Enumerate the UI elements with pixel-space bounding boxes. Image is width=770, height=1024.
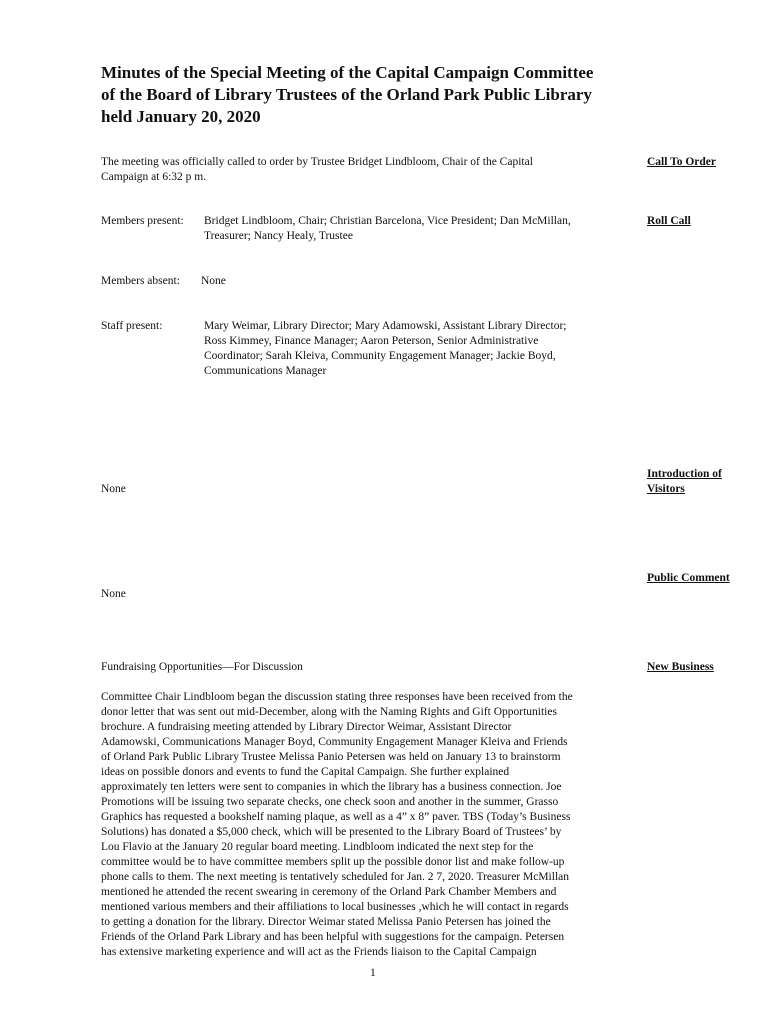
- call-to-order-heading: Call To Order: [647, 156, 717, 168]
- heading-line: Visitors: [647, 483, 685, 495]
- title-line: Minutes of the Special Meeting of the Capital Campaign Committee: [101, 63, 594, 82]
- text-line: mentioned he attended the recent swearing in ceremony of the Orland Park Chamber Members and: [101, 886, 557, 898]
- members-absent-value: None: [201, 275, 226, 287]
- new-business-body: [101, 690, 641, 960]
- text-line: approximately ten letters were sent to companies in which the library has a business connection. Joe: [101, 781, 562, 793]
- text-line: Treasurer; Nancy Healy, Trustee: [204, 230, 353, 242]
- document-title: [101, 62, 641, 128]
- text-line: Adamowski, Communications Manager Boyd, Community Engagement Manager Kleiva and Friends: [101, 736, 568, 748]
- text-line: Mary Weimar, Library Director; Mary Adamowski, Assistant Library Director;: [204, 320, 567, 332]
- text-line: Committee Chair Lindbloom began the discussion stating three responses have been received from the: [101, 691, 573, 703]
- text-line: donor letter that was sent out mid-December, along with the Naming Rights and Gift Opportunities: [101, 706, 557, 718]
- members-present-label: Members present:: [101, 215, 184, 227]
- text-line: Promotions will be issuing two separate checks, one check soon and another in the summer, Grasso: [101, 796, 559, 808]
- members-absent-label: Members absent:: [101, 275, 180, 287]
- text-line: Bridget Lindbloom, Chair; Christian Barcelona, Vice President; Dan McMillan,: [204, 215, 571, 227]
- introduction-of-visitors-heading: [647, 467, 722, 497]
- text-line: The meeting was officially called to order by Trustee Bridget Lindbloom, Chair of the Capital: [101, 156, 533, 168]
- text-line: committee would be to have committee members split up the possible donor list and make follow-up: [101, 856, 565, 868]
- text-line: Friends of the Orland Park Library and has been helpful with suggestions for the campaign. Petersen: [101, 931, 565, 943]
- public-comment-heading: Public Comment: [647, 572, 730, 584]
- text-line: Campaign at 6:32 p m.: [101, 171, 207, 183]
- public-comment-text: None: [101, 588, 126, 600]
- text-line: Solutions) has donated a $5,000 check, which will be presented to the Library Board of Trustees’ by: [101, 826, 562, 838]
- heading-line: Introduction of: [647, 468, 722, 480]
- text-line: Graphics has requested a bookshelf naming plaque, as well as a 4” x 8” paver. TBS (Today’s Business: [101, 811, 571, 823]
- text-line: Lou Flavio at the January 20 regular board meeting. Lindbloom indicated the next step for the: [101, 841, 534, 853]
- text-line: ideas on possible donors and events to fund the Capital Campaign. She further explained: [101, 766, 510, 778]
- text-line: phone calls to them. The next meeting is tentatively scheduled for Jan. 2 7, 2020. Treasurer McMillan: [101, 871, 569, 883]
- new-business-heading: New Business: [647, 661, 714, 673]
- members-present-value: [204, 214, 624, 244]
- text-line: Coordinator; Sarah Kleiva, Community Engagement Manager; Jackie Boyd,: [204, 350, 556, 362]
- page-number: 1: [370, 967, 376, 979]
- text-line: mentioned various members and their affiliations to local businesses ,which he will contact in regards: [101, 901, 569, 913]
- visitors-text: None: [101, 483, 126, 495]
- text-line: of Orland Park Public Library Trustee Melissa Panio Petersen was held on January 13 to brainstorm: [101, 751, 561, 763]
- text-line: Ross Kimmey, Finance Manager; Aaron Peterson, Senior Administrative: [204, 335, 539, 347]
- text-line: to getting a donation for the library. Director Weimar stated Melissa Panio Petersen has joined the: [101, 916, 551, 928]
- title-line: held January 20, 2020: [101, 107, 261, 126]
- roll-call-heading: Roll Call: [647, 215, 691, 227]
- call-to-order-text: [101, 155, 631, 185]
- title-line: of the Board of Library Trustees of the Orland Park Public Library: [101, 85, 592, 104]
- staff-present-value: [204, 319, 624, 379]
- text-line: has extensive marketing experience and will act as the Friends liaison to the Capital Campaign: [101, 946, 537, 958]
- staff-present-label: Staff present:: [101, 320, 163, 332]
- new-business-subheading: Fundraising Opportunities—For Discussion: [101, 661, 303, 673]
- text-line: Communications Manager: [204, 365, 327, 377]
- text-line: brochure. A fundraising meeting attended by Library Director Weimar, Assistant Director: [101, 721, 512, 733]
